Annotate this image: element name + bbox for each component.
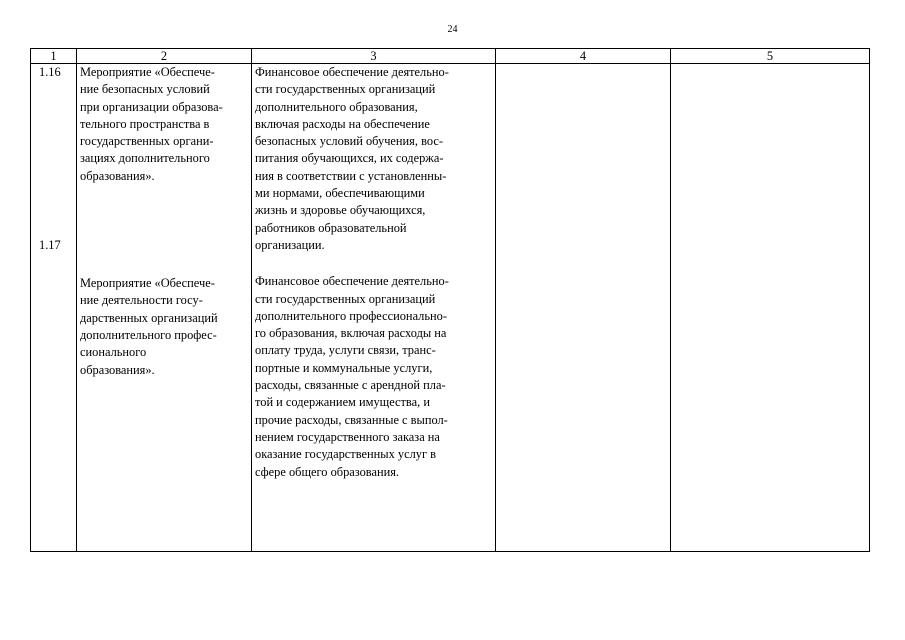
column-header-1: 1 (31, 49, 77, 64)
column-5-cell (671, 64, 870, 552)
activity-text-1-16: Мероприятие «Обеспече- ние безопасных условий при организации образова- тельного пространства в государственных органи- зациях дополнительного образования». (80, 65, 223, 183)
item-number-column (31, 64, 77, 552)
item-number-1-16: 1.16 (39, 65, 61, 79)
page-number: 24 (447, 24, 458, 35)
table-header-row (31, 49, 870, 64)
table-row (31, 64, 870, 552)
description-text-1-17: Финансовое обеспечение деятельно- сти государственных организаций дополнительного профессионально- го образования, включая расходы на оплату труда, услуги связи, транс- портные и коммунальные услуги, расходы, связанные с арендной пла- той и содержанием имущества, и прочие расходы, связанные с выпол- нением государственного заказа на оказание государственных услуг в сфере общего образования. (255, 274, 449, 479)
column-header-3: 3 (252, 49, 496, 64)
column-4-cell (496, 64, 671, 552)
item-number-1-17: 1.17 (39, 238, 61, 253)
column-header-4: 4 (496, 49, 671, 64)
column-header-5: 5 (671, 49, 870, 64)
column-header-2: 2 (77, 49, 252, 64)
activity-column (77, 64, 252, 552)
description-text-1-16: Финансовое обеспечение деятельно- сти государственных организаций дополнительного образования, включая расходы на обеспечение безопасных условий обучения, вос- питания обучающихся, их содержа- ния в соответствии с установленны- ми нормами, обеспечивающими жизнь и здоровье обучающихся, работников образовательной организации. (255, 65, 449, 252)
document-table (30, 48, 870, 552)
description-column (252, 64, 496, 552)
activity-text-1-17: Мероприятие «Обеспече- ние деятельности госу- дарственных организаций дополнительного профес- сионального образования». (80, 276, 218, 377)
